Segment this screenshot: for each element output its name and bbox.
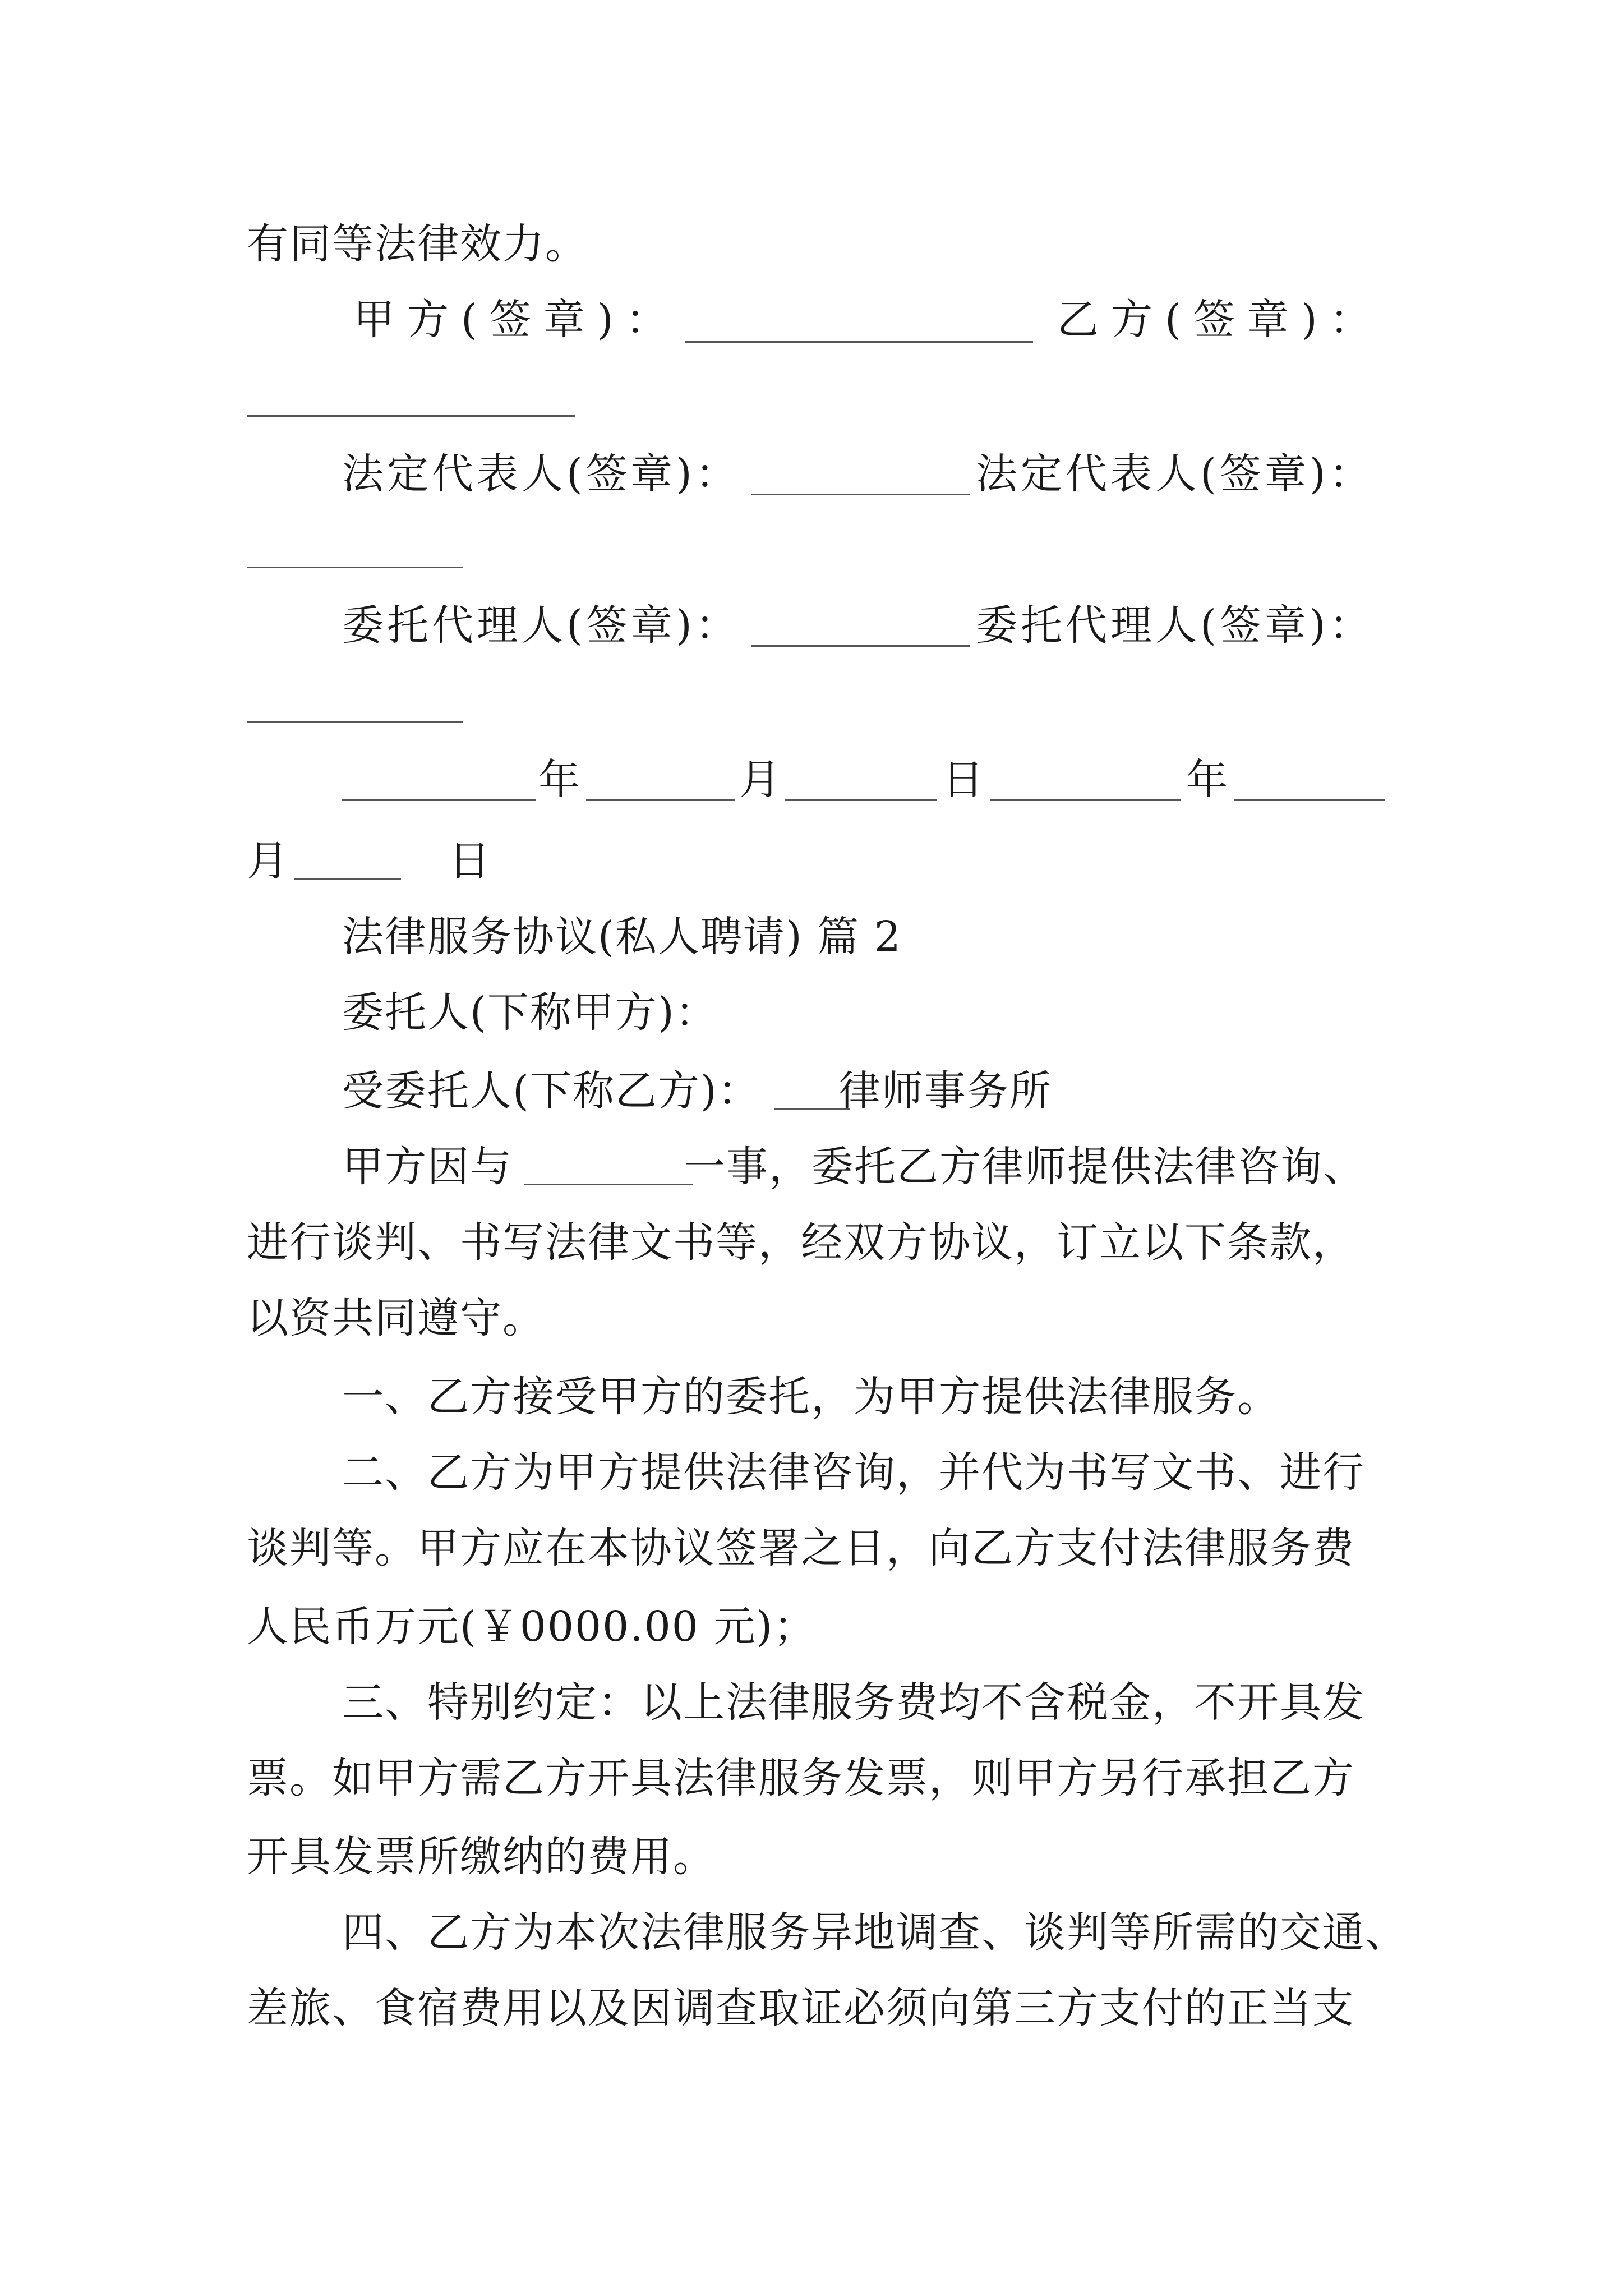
client-line: 委托人(下称甲方)： [342,988,718,1037]
clause-3-line-1: 三、特别约定：以上法律服务费均不含税金，不开具发 [342,1678,1365,1727]
party-a-representative-label: 法定代表人(签章)： [342,450,740,498]
paragraph-1-suffix: 一事，委托乙方律师提供法律咨询、 [684,1143,1366,1191]
party-a-seal-blank [685,341,1033,343]
clause-4-line-1: 四、乙方为本次法律服务异地调查、谈判等所需的交通、 [342,1908,1408,1957]
paragraph-1-prefix: 甲方因与 [342,1143,513,1191]
clause-3-line-3: 开具发票所缴纳的费用。 [247,1833,716,1881]
continuation-line: 有同等法律效力。 [247,220,588,268]
trustee-label: 受委托人(下称乙方)： [342,1067,760,1115]
paragraph-1-line-1 [342,1136,1366,1198]
clause-4-line-2: 差旅、食宿费用以及因调查取证必须向第三方支付的正当支 [247,1984,1355,2032]
date-b-year-label: 年 [1186,756,1228,804]
date-a-day-label: 日 [942,756,984,804]
clause-3-line-2: 票。如甲方需乙方开具法律服务发票，则甲方另行承担乙方 [247,1754,1355,1802]
date-a-year-label: 年 [538,756,580,804]
party-b-seal-label: 乙方(签章)： [1057,296,1384,344]
trustee-line [342,1060,1052,1122]
party-b-representative-blank [247,567,463,568]
party-a-seal-label: 甲方(签章)： [353,296,680,344]
date-b-month-label: 月 [247,837,288,885]
date-a-month-label: 月 [739,756,781,804]
date-a-day-blank [785,799,937,801]
paragraph-1-line-2: 进行谈判、书写法律文书等，经双方协议，订立以下条款， [247,1218,1355,1267]
date-b-month-blank [1234,799,1385,801]
party-b-agent-blank [247,721,463,723]
section-heading: 法律服务协议(私人聘请) 篇 2 [342,913,902,961]
date-b-day-label: 日 [449,837,490,885]
clause-2-line-1: 二、乙方为甲方提供法律咨询，并代为书写文书、进行 [342,1448,1365,1497]
date-a-year-blank [342,799,536,801]
clause-1: 一、乙方接受甲方的委托，为甲方提供法律服务。 [342,1373,1280,1421]
matter-underline [524,1184,693,1185]
party-a-representative-blank [751,494,970,495]
party-a-agent-blank [751,645,970,647]
date-b-year-blank [990,799,1181,801]
date-b-day-blank [294,878,401,880]
party-b-seal-blank [247,415,575,417]
party-a-agent-label: 委托代理人(签章)： [342,601,740,650]
party-b-agent-label: 委托代理人(签章)： [976,601,1374,650]
clause-2-line-3: 人民币万元(￥0000.00 元)； [247,1603,817,1651]
trustee-firm-suffix: 律师事务所 [838,1067,1052,1115]
clause-2-line-2: 谈判等。甲方应在本协议签署之日，向乙方支付法律服务费 [247,1524,1355,1572]
date-a-month-blank [586,799,735,801]
trustee-name-underline [774,1108,850,1110]
paragraph-1-line-3: 以资共同遵守。 [247,1294,545,1342]
party-b-representative-label: 法定代表人(签章)： [976,450,1374,498]
